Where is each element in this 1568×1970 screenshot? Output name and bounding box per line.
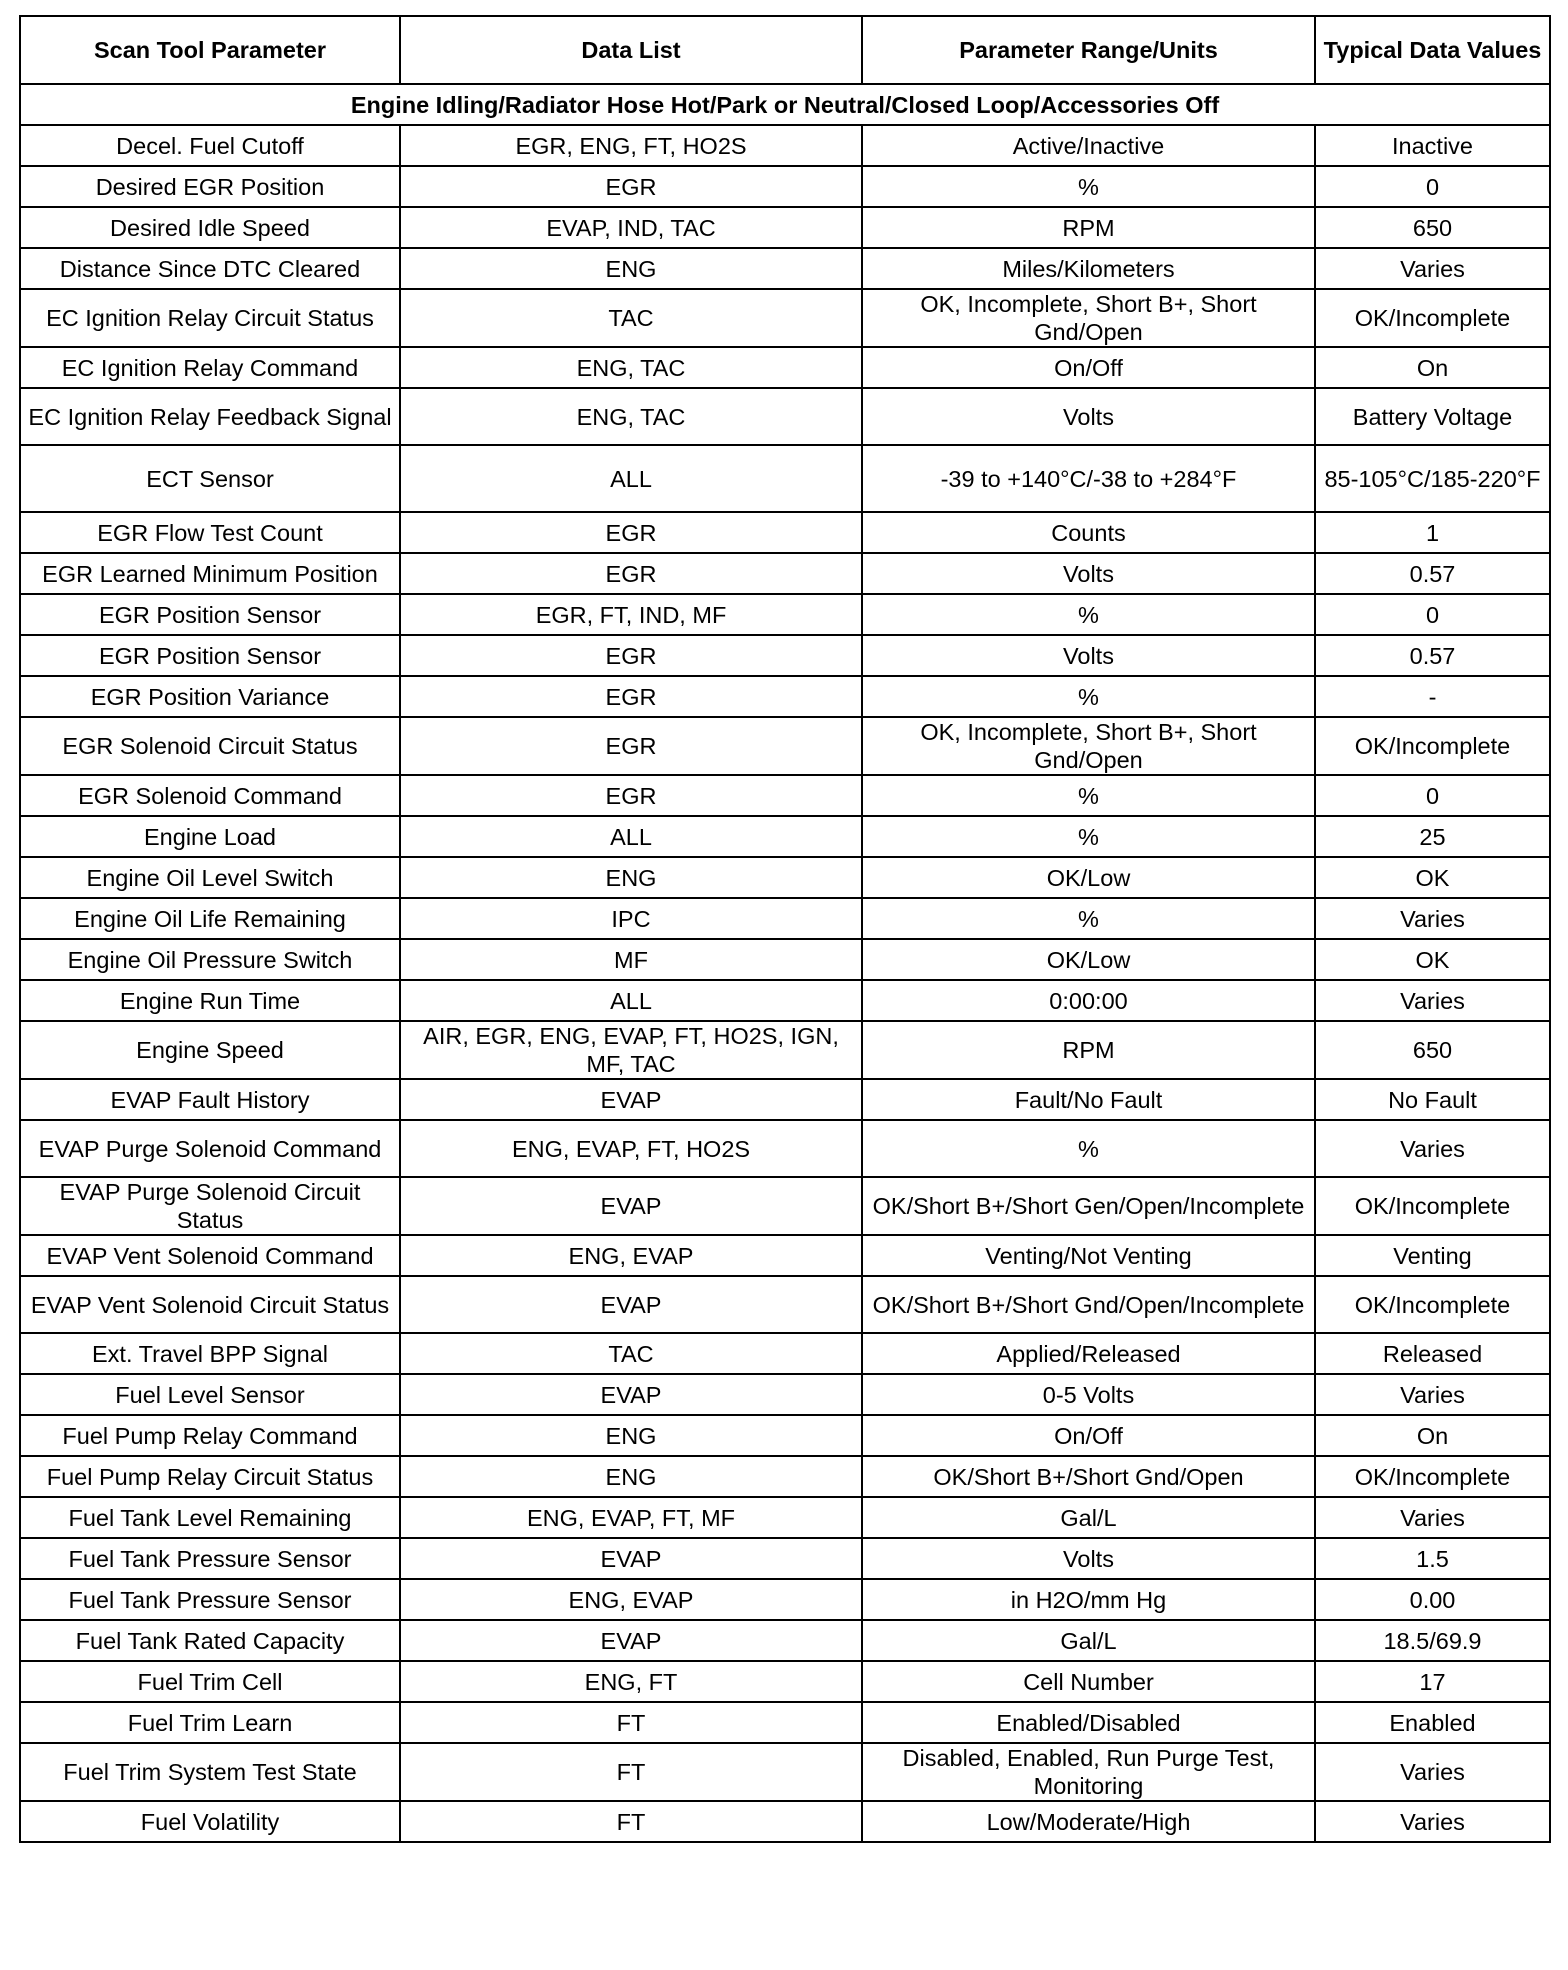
typical-value-cell: OK/Incomplete bbox=[1315, 1177, 1550, 1235]
param-cell: Fuel Tank Rated Capacity bbox=[20, 1620, 400, 1661]
data-list-cell: AIR, EGR, ENG, EVAP, FT, HO2S, IGN, MF, TAC bbox=[400, 1021, 862, 1079]
col-header-parameter-range: Parameter Range/Units bbox=[862, 16, 1315, 84]
param-cell: EVAP Vent Solenoid Command bbox=[20, 1235, 400, 1276]
table-row bbox=[20, 980, 1550, 1021]
data-list-cell: ENG, FT bbox=[400, 1661, 862, 1702]
typical-value-cell: 1 bbox=[1315, 512, 1550, 553]
data-list-cell: EVAP bbox=[400, 1079, 862, 1120]
col-header-scan-tool-parameter: Scan Tool Parameter bbox=[20, 16, 400, 84]
table-row bbox=[20, 207, 1550, 248]
table-row bbox=[20, 125, 1550, 166]
param-cell: EC Ignition Relay Command bbox=[20, 347, 400, 388]
param-cell: EVAP Purge Solenoid Command bbox=[20, 1120, 400, 1177]
table-row bbox=[20, 166, 1550, 207]
table-row bbox=[20, 1579, 1550, 1620]
range-cell: Active/Inactive bbox=[862, 125, 1315, 166]
table-row bbox=[20, 1702, 1550, 1743]
param-cell: Desired EGR Position bbox=[20, 166, 400, 207]
table-row bbox=[20, 635, 1550, 676]
range-cell: % bbox=[862, 166, 1315, 207]
table-row bbox=[20, 1120, 1550, 1177]
typical-value-cell: Varies bbox=[1315, 1120, 1550, 1177]
typical-value-cell: OK bbox=[1315, 939, 1550, 980]
typical-value-cell: 18.5/69.9 bbox=[1315, 1620, 1550, 1661]
data-list-cell: EVAP, IND, TAC bbox=[400, 207, 862, 248]
table-row bbox=[20, 248, 1550, 289]
typical-value-cell: No Fault bbox=[1315, 1079, 1550, 1120]
table-row bbox=[20, 1801, 1550, 1842]
param-cell: EGR Flow Test Count bbox=[20, 512, 400, 553]
data-list-cell: ENG, EVAP, FT, HO2S bbox=[400, 1120, 862, 1177]
range-cell: Gal/L bbox=[862, 1620, 1315, 1661]
table-row bbox=[20, 1333, 1550, 1374]
table-row bbox=[20, 289, 1550, 347]
table-row bbox=[20, 1456, 1550, 1497]
data-list-cell: EVAP bbox=[400, 1276, 862, 1333]
typical-value-cell: 1.5 bbox=[1315, 1538, 1550, 1579]
typical-value-cell: 0.57 bbox=[1315, 635, 1550, 676]
param-cell: Distance Since DTC Cleared bbox=[20, 248, 400, 289]
table-row bbox=[20, 1276, 1550, 1333]
typical-value-cell: 25 bbox=[1315, 816, 1550, 857]
param-cell: Desired Idle Speed bbox=[20, 207, 400, 248]
typical-value-cell: Varies bbox=[1315, 1374, 1550, 1415]
param-cell: Fuel Tank Pressure Sensor bbox=[20, 1579, 400, 1620]
table-row bbox=[20, 1743, 1550, 1801]
param-cell: Engine Run Time bbox=[20, 980, 400, 1021]
table-row bbox=[20, 1021, 1550, 1079]
param-cell: EVAP Vent Solenoid Circuit Status bbox=[20, 1276, 400, 1333]
param-cell: Engine Load bbox=[20, 816, 400, 857]
table-row bbox=[20, 1497, 1550, 1538]
data-list-cell: EVAP bbox=[400, 1538, 862, 1579]
param-cell: EGR Learned Minimum Position bbox=[20, 553, 400, 594]
data-list-cell: ALL bbox=[400, 445, 862, 512]
range-cell: OK/Short B+/Short Gnd/Open bbox=[862, 1456, 1315, 1497]
range-cell: On/Off bbox=[862, 347, 1315, 388]
data-list-cell: EGR, ENG, FT, HO2S bbox=[400, 125, 862, 166]
typical-value-cell: 650 bbox=[1315, 1021, 1550, 1079]
range-cell: Volts bbox=[862, 388, 1315, 445]
typical-value-cell: - bbox=[1315, 676, 1550, 717]
param-cell: Decel. Fuel Cutoff bbox=[20, 125, 400, 166]
param-cell: Engine Speed bbox=[20, 1021, 400, 1079]
typical-value-cell: Venting bbox=[1315, 1235, 1550, 1276]
data-list-cell: ALL bbox=[400, 816, 862, 857]
range-cell: % bbox=[862, 898, 1315, 939]
param-cell: EGR Solenoid Command bbox=[20, 775, 400, 816]
range-cell: OK, Incomplete, Short B+, Short Gnd/Open bbox=[862, 717, 1315, 775]
range-cell: in H2O/mm Hg bbox=[862, 1579, 1315, 1620]
data-list-cell: TAC bbox=[400, 289, 862, 347]
table-row bbox=[20, 898, 1550, 939]
range-cell: Low/Moderate/High bbox=[862, 1801, 1315, 1842]
param-cell: EVAP Fault History bbox=[20, 1079, 400, 1120]
range-cell: Venting/Not Venting bbox=[862, 1235, 1315, 1276]
typical-value-cell: On bbox=[1315, 347, 1550, 388]
param-cell: EGR Solenoid Circuit Status bbox=[20, 717, 400, 775]
typical-value-cell: Varies bbox=[1315, 248, 1550, 289]
range-cell: 0-5 Volts bbox=[862, 1374, 1315, 1415]
data-list-cell: EGR bbox=[400, 512, 862, 553]
table-row bbox=[20, 775, 1550, 816]
typical-value-cell: 0 bbox=[1315, 166, 1550, 207]
table-row bbox=[20, 1374, 1550, 1415]
table-row bbox=[20, 1079, 1550, 1120]
typical-value-cell: OK/Incomplete bbox=[1315, 1456, 1550, 1497]
typical-value-cell: Inactive bbox=[1315, 125, 1550, 166]
table-row bbox=[20, 1235, 1550, 1276]
data-list-cell: FT bbox=[400, 1702, 862, 1743]
data-list-cell: ALL bbox=[400, 980, 862, 1021]
data-list-cell: ENG bbox=[400, 1415, 862, 1456]
range-cell: Applied/Released bbox=[862, 1333, 1315, 1374]
typical-value-cell: OK/Incomplete bbox=[1315, 717, 1550, 775]
param-cell: EC Ignition Relay Feedback Signal bbox=[20, 388, 400, 445]
typical-value-cell: Varies bbox=[1315, 1801, 1550, 1842]
data-list-cell: EVAP bbox=[400, 1374, 862, 1415]
data-list-cell: ENG, EVAP, FT, MF bbox=[400, 1497, 862, 1538]
typical-value-cell: Varies bbox=[1315, 898, 1550, 939]
table-row bbox=[20, 1620, 1550, 1661]
table-row bbox=[20, 347, 1550, 388]
range-cell: OK/Short B+/Short Gnd/Open/Incomplete bbox=[862, 1276, 1315, 1333]
range-cell: % bbox=[862, 775, 1315, 816]
param-cell: Fuel Tank Pressure Sensor bbox=[20, 1538, 400, 1579]
data-list-cell: FT bbox=[400, 1743, 862, 1801]
typical-value-cell: Enabled bbox=[1315, 1702, 1550, 1743]
range-cell: RPM bbox=[862, 207, 1315, 248]
range-cell: Volts bbox=[862, 1538, 1315, 1579]
data-list-cell: EGR, FT, IND, MF bbox=[400, 594, 862, 635]
range-cell: Gal/L bbox=[862, 1497, 1315, 1538]
table-row bbox=[20, 445, 1550, 512]
data-list-cell: EGR bbox=[400, 717, 862, 775]
param-cell: Fuel Level Sensor bbox=[20, 1374, 400, 1415]
table-row bbox=[20, 717, 1550, 775]
param-cell: Fuel Volatility bbox=[20, 1801, 400, 1842]
data-list-cell: FT bbox=[400, 1801, 862, 1842]
typical-value-cell: 0.57 bbox=[1315, 553, 1550, 594]
data-list-cell: EGR bbox=[400, 553, 862, 594]
data-list-cell: EGR bbox=[400, 166, 862, 207]
param-cell: Fuel Trim Cell bbox=[20, 1661, 400, 1702]
typical-value-cell: Varies bbox=[1315, 980, 1550, 1021]
param-cell: Ext. Travel BPP Signal bbox=[20, 1333, 400, 1374]
range-cell: -39 to +140°C/-38 to +284°F bbox=[862, 445, 1315, 512]
range-cell: OK/Low bbox=[862, 857, 1315, 898]
range-cell: RPM bbox=[862, 1021, 1315, 1079]
data-list-cell: EGR bbox=[400, 635, 862, 676]
param-cell: ECT Sensor bbox=[20, 445, 400, 512]
typical-value-cell: OK bbox=[1315, 857, 1550, 898]
range-cell: % bbox=[862, 816, 1315, 857]
param-cell: EC Ignition Relay Circuit Status bbox=[20, 289, 400, 347]
data-list-cell: IPC bbox=[400, 898, 862, 939]
param-cell: Fuel Pump Relay Circuit Status bbox=[20, 1456, 400, 1497]
data-list-cell: ENG, EVAP bbox=[400, 1235, 862, 1276]
operating-condition: Engine Idling/Radiator Hose Hot/Park or Neutral/Closed Loop/Accessories Off bbox=[20, 84, 1550, 125]
typical-value-cell: OK/Incomplete bbox=[1315, 289, 1550, 347]
data-list-cell: EVAP bbox=[400, 1177, 862, 1235]
table-row bbox=[20, 1661, 1550, 1702]
data-list-cell: TAC bbox=[400, 1333, 862, 1374]
typical-value-cell: Released bbox=[1315, 1333, 1550, 1374]
table-row bbox=[20, 816, 1550, 857]
range-cell: % bbox=[862, 676, 1315, 717]
param-cell: EGR Position Sensor bbox=[20, 594, 400, 635]
range-cell: OK/Low bbox=[862, 939, 1315, 980]
data-list-cell: EVAP bbox=[400, 1620, 862, 1661]
typical-value-cell: 0.00 bbox=[1315, 1579, 1550, 1620]
typical-value-cell: On bbox=[1315, 1415, 1550, 1456]
typical-value-cell: 650 bbox=[1315, 207, 1550, 248]
condition-row bbox=[20, 84, 1550, 125]
typical-value-cell: OK/Incomplete bbox=[1315, 1276, 1550, 1333]
param-cell: Engine Oil Pressure Switch bbox=[20, 939, 400, 980]
table-row bbox=[20, 512, 1550, 553]
typical-value-cell: 0 bbox=[1315, 775, 1550, 816]
typical-value-cell: Varies bbox=[1315, 1497, 1550, 1538]
param-cell: Fuel Trim Learn bbox=[20, 1702, 400, 1743]
data-list-cell: EGR bbox=[400, 775, 862, 816]
scan-tool-data-table bbox=[19, 15, 1551, 1843]
range-cell: Enabled/Disabled bbox=[862, 1702, 1315, 1743]
param-cell: Fuel Tank Level Remaining bbox=[20, 1497, 400, 1538]
table-row bbox=[20, 553, 1550, 594]
range-cell: % bbox=[862, 594, 1315, 635]
table-row bbox=[20, 676, 1550, 717]
typical-value-cell: 17 bbox=[1315, 1661, 1550, 1702]
param-cell: Engine Oil Life Remaining bbox=[20, 898, 400, 939]
data-list-cell: MF bbox=[400, 939, 862, 980]
data-list-cell: EGR bbox=[400, 676, 862, 717]
data-list-cell: ENG, EVAP bbox=[400, 1579, 862, 1620]
param-cell: Fuel Trim System Test State bbox=[20, 1743, 400, 1801]
range-cell: Volts bbox=[862, 635, 1315, 676]
param-cell: EGR Position Variance bbox=[20, 676, 400, 717]
param-cell: EVAP Purge Solenoid Circuit Status bbox=[20, 1177, 400, 1235]
range-cell: OK, Incomplete, Short B+, Short Gnd/Open bbox=[862, 289, 1315, 347]
data-list-cell: ENG, TAC bbox=[400, 347, 862, 388]
range-cell: 0:00:00 bbox=[862, 980, 1315, 1021]
typical-value-cell: Battery Voltage bbox=[1315, 388, 1550, 445]
table-row bbox=[20, 1177, 1550, 1235]
col-header-data-list: Data List bbox=[400, 16, 862, 84]
data-list-cell: ENG bbox=[400, 1456, 862, 1497]
range-cell: Miles/Kilometers bbox=[862, 248, 1315, 289]
typical-value-cell: 0 bbox=[1315, 594, 1550, 635]
range-cell: On/Off bbox=[862, 1415, 1315, 1456]
param-cell: EGR Position Sensor bbox=[20, 635, 400, 676]
table-row bbox=[20, 1415, 1550, 1456]
range-cell: Disabled, Enabled, Run Purge Test, Monitoring bbox=[862, 1743, 1315, 1801]
table-row bbox=[20, 1538, 1550, 1579]
table-row bbox=[20, 939, 1550, 980]
col-header-typical-values: Typical Data Values bbox=[1315, 16, 1550, 84]
param-cell: Fuel Pump Relay Command bbox=[20, 1415, 400, 1456]
typical-value-cell: Varies bbox=[1315, 1743, 1550, 1801]
range-cell: Volts bbox=[862, 553, 1315, 594]
range-cell: Counts bbox=[862, 512, 1315, 553]
range-cell: Fault/No Fault bbox=[862, 1079, 1315, 1120]
table-row bbox=[20, 594, 1550, 635]
param-cell: Engine Oil Level Switch bbox=[20, 857, 400, 898]
data-list-cell: ENG bbox=[400, 857, 862, 898]
typical-value-cell: 85-105°C/185-220°F bbox=[1315, 445, 1550, 512]
data-list-cell: ENG bbox=[400, 248, 862, 289]
table-row bbox=[20, 857, 1550, 898]
range-cell: % bbox=[862, 1120, 1315, 1177]
table-row bbox=[20, 388, 1550, 445]
range-cell: Cell Number bbox=[862, 1661, 1315, 1702]
data-list-cell: ENG, TAC bbox=[400, 388, 862, 445]
range-cell: OK/Short B+/Short Gen/Open/Incomplete bbox=[862, 1177, 1315, 1235]
header-row bbox=[20, 16, 1550, 84]
